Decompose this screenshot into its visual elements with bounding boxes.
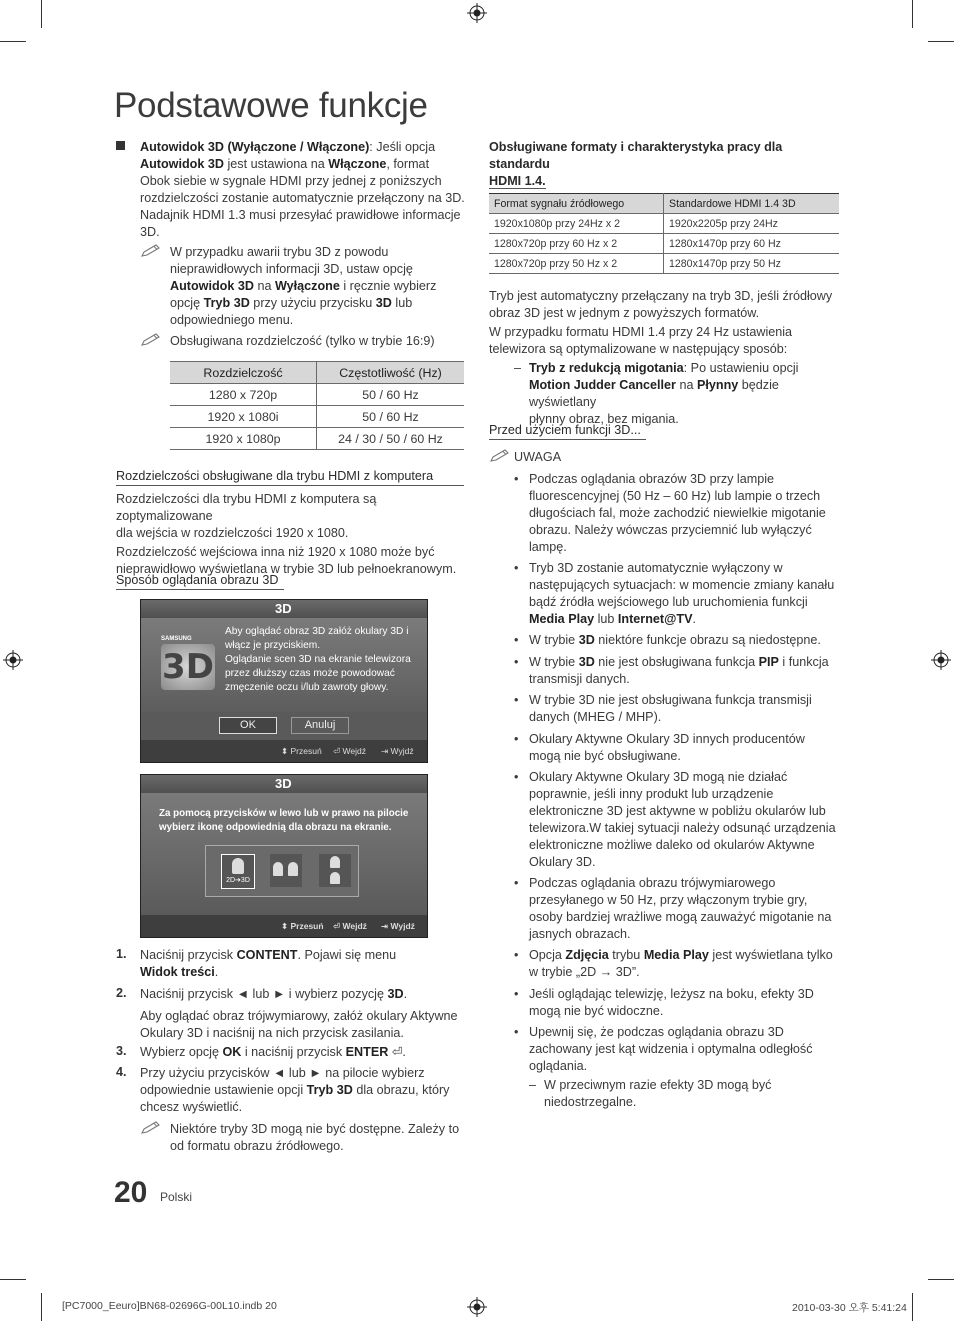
osd-ok-button[interactable]: OK [219, 717, 277, 734]
text-line: nieprawidłowych informacji 3D, ustaw opcję [170, 261, 413, 276]
text-line: Podczas oglądania obrazów 3D przy lampie [529, 472, 775, 486]
list-item [514, 731, 844, 765]
table-row [489, 214, 839, 234]
text-line: Autowidok 3D (Wyłączone / Włączone): Jeśli opcja [140, 140, 436, 154]
step-number: 2. [116, 986, 127, 1000]
text-line: Opcja Zdjęcia trybu Media Play jest wyświetlana tylko [529, 948, 833, 963]
table-cell: 1920 x 1080i [170, 406, 317, 428]
text-line: Podczas oglądania obrazu trójwymiarowego [529, 876, 776, 891]
text-line: wybierz ikonę odpowiednią dla obrazu na ekranie. [159, 822, 392, 833]
table-header: Rozdzielczość [170, 362, 317, 384]
text-line: Rozdzielczość wejściowa inna niż 1920 x 1080 może być [116, 544, 435, 559]
osd-3d-mode [140, 774, 428, 938]
list-item [514, 654, 844, 688]
osd-3d-warning [140, 599, 428, 763]
text-line: odpowiednie ustawienie opcji Tryb 3D dla obrazu, który [140, 1082, 450, 1097]
text-line: Aby oglądać obraz 3D załóż okulary 3D i [225, 626, 409, 637]
table-cell: 1280x720p przy 60 Hz x 2 [489, 234, 664, 254]
table-row [170, 428, 464, 450]
table-header: Częstotliwość (Hz) [317, 362, 465, 384]
table-row [489, 254, 839, 274]
text-line: poprawnie, jeśli inny produkt lub urządzenie [529, 786, 774, 801]
crop-mark [928, 41, 954, 42]
list-item-text [529, 1024, 844, 1075]
hdmi-format-table [489, 193, 839, 274]
text-line: Niektóre tryby 3D mogą nie być dostępne. Zależy to [170, 1122, 460, 1136]
footer-label: Wejdź [342, 921, 367, 931]
text-line: mogą nie być obsługiwane. [529, 748, 681, 763]
bullet-icon: • [514, 948, 519, 963]
mode-icon-box [205, 845, 359, 897]
uwaga-label: UWAGA [514, 450, 562, 464]
resolution-note: Obsługiwana rozdzielczość (tylko w trybie 16:9) [170, 334, 435, 348]
table-cell: 1280x1470p przy 50 Hz [664, 254, 840, 274]
step-text [140, 947, 470, 981]
autowidok-paragraph [140, 139, 470, 240]
text-line: Rozdzielczości dla trybu HDMI z komputera są zoptymalizowane [116, 492, 377, 523]
list-item-text [529, 731, 844, 765]
text-line: Tryb jest automatyczny przełączany na tryb 3D, jeśli źródłowy [489, 289, 833, 303]
hdmi-heading [489, 139, 841, 190]
osd-footer-move [281, 746, 322, 757]
page-number: 20 [114, 1176, 148, 1209]
text-line: następujących sytuacjach: w momencie zmiany kanału [529, 578, 835, 593]
footer-label: Przesuń [290, 746, 322, 756]
page-title: Podstawowe funkcje [114, 86, 428, 125]
autowidok-note [170, 244, 470, 329]
step-text [140, 1044, 470, 1061]
list-item [514, 471, 844, 556]
text-line: zachowany jest kąt widzenia i optymalna odległość [529, 1042, 813, 1057]
list-sub-item-text [544, 1077, 844, 1111]
table-cell: 1920x2205p przy 24Hz [664, 214, 840, 234]
table-cell: 1920x1080p przy 24Hz x 2 [489, 214, 664, 234]
judder-text [529, 360, 844, 428]
pc-section-text [116, 491, 466, 578]
table-row [170, 406, 464, 428]
table-cell: 50 / 60 Hz [317, 384, 465, 406]
enter-icon: ⏎ [333, 921, 341, 931]
mode-side-by-side-icon[interactable] [270, 854, 302, 887]
text-line: opcję Tryb 3D przy użyciu przycisku 3D lub [170, 295, 413, 310]
crop-mark [928, 1279, 954, 1280]
text-line: Aby oglądać obraz trójwymiarowy, załóż okulary Aktywne [140, 1009, 458, 1023]
text-line: W trybie 3D nie jest obsługiwana funkcja PIP i funkcja [529, 654, 829, 669]
table-cell: 24 / 30 / 50 / 60 Hz [317, 428, 465, 450]
osd-cancel-button[interactable]: Anuluj [291, 717, 349, 734]
print-info-right: 2010-03-30 오후 5:41:24 [792, 1302, 907, 1314]
osd-title: 3D [275, 776, 292, 791]
crop-mark [0, 1279, 26, 1280]
step-number: 3. [116, 1044, 127, 1058]
list-item [514, 560, 844, 628]
text-line: Media Play lub Internet@TV. [529, 611, 696, 626]
bullet-icon: • [514, 633, 519, 648]
note-pencil-icon [140, 244, 162, 258]
osd-title: 3D [275, 601, 292, 616]
text-line: W trybie 3D niektóre funkcje obrazu są niedostępne. [529, 633, 821, 648]
square-bullet-icon [116, 141, 125, 150]
list-item-text [529, 947, 844, 981]
mode-icon-label: 2D➔3D [226, 877, 250, 884]
text-line: Autowidok 3D jest ustawiona na Włączone, format [140, 156, 430, 171]
notes-list [514, 471, 844, 1111]
osd-footer-enter [333, 921, 367, 932]
registration-mark-icon [3, 650, 23, 670]
step-text [140, 1065, 470, 1116]
text-line: W przypadku formatu HDMI 1.4 przy 24 Hz ustawienia [489, 324, 793, 339]
person-icon [232, 858, 244, 874]
bullet-icon: • [514, 876, 519, 891]
text-line: Upewnij się, że podczas oglądania obrazu 3D [529, 1025, 784, 1040]
text-line: Autowidok 3D na Wyłączone i ręcznie wybierz [170, 278, 437, 293]
registration-mark-icon [467, 1297, 487, 1317]
text-line: obraz 3D jest w jednym z powyższych formatów. [489, 305, 760, 320]
text-line: Obok siebie w sygnale HDMI przy jednej z poniższych [140, 173, 442, 188]
heading-line: Obsługiwane formaty i charakterystyka pracy dla standardu [489, 140, 783, 171]
pc-section-heading: Rozdzielczości obsługiwane dla trybu HDMI z komputera [116, 469, 464, 486]
table-cell: 1280 x 720p [170, 384, 317, 406]
text-line: chcesz wyświetlić. [140, 1099, 243, 1114]
bullet-icon: • [514, 561, 519, 576]
exit-icon: ⇥ [381, 746, 389, 756]
step-number: 4. [116, 1065, 127, 1079]
list-item [514, 692, 844, 726]
crop-mark [912, 0, 913, 28]
registration-mark-icon [467, 3, 487, 23]
osd-title-bar [141, 600, 427, 618]
step-text [140, 1008, 470, 1042]
text-line: oglądania. [529, 1058, 588, 1073]
text-line: obrazu. Należy wówczas przyciemnić lub wyłączyć [529, 522, 812, 537]
text-line: Okulary Aktywne Okulary 3D innych producentów [529, 731, 805, 746]
text-line: bądź źródła wejściowego lub uruchomienia funkcji [529, 594, 808, 609]
text-line: elektroniczne możliwe daleko od okularów Aktywne [529, 837, 815, 852]
list-item [514, 947, 844, 981]
text-line: Jeśli oglądając telewizję, leżysz na boku, efekty 3D [529, 986, 814, 1001]
list-sub-item [529, 1077, 844, 1111]
text-line: Okulary 3D i naciśnij na nich przycisk zasilania. [140, 1025, 404, 1040]
osd-footer-exit [381, 921, 415, 932]
person-icon [273, 862, 283, 876]
text-line: W przypadku awarii trybu 3D z powodu [170, 245, 389, 259]
dash-icon: – [514, 361, 522, 375]
samsung-brand: SAMSUNG [161, 636, 192, 642]
list-item-text [529, 875, 844, 943]
footer-label: Przesuń [290, 921, 324, 931]
osd-button-bar [141, 712, 427, 740]
text-line: Naciśnij przycisk CONTENT. Pojawi się menu [140, 948, 397, 962]
table-row [170, 384, 464, 406]
person-icon [288, 862, 298, 876]
heading-underlined: HDMI 1.4. [489, 173, 546, 188]
text-line: Tryb z redukcją migotania: Po ustawieniu opcji [529, 361, 799, 375]
bullet-icon: • [514, 1025, 519, 1040]
table-header: Standardowe HDMI 1.4 3D [664, 194, 840, 214]
table-cell: 1920 x 1080p [170, 428, 317, 450]
list-item-text [529, 769, 844, 870]
table-cell: 1280x1470p przy 60 Hz [664, 234, 840, 254]
text-line: niedostrzegalne. [544, 1095, 637, 1110]
crop-mark [41, 0, 42, 28]
updown-arrow-icon: ⬍ [281, 746, 289, 756]
bullet-icon: • [514, 693, 519, 708]
text-line: rozdzielczości zostanie automatycznie przełączony na 3D. [140, 190, 465, 205]
bullet-icon: • [514, 986, 519, 1001]
text-line: elektroniczne 3D jest aktywne w pobliżu okularów lub [529, 803, 826, 818]
osd-title-bar [141, 775, 427, 793]
table-row [489, 234, 839, 254]
text-line: fluorescencyjnej (50 Hz – 60 Hz) lub lampie o trzech [529, 488, 821, 503]
text-line: danych (MHEG / MHP). [529, 710, 662, 725]
osd-instruction [159, 807, 419, 835]
dash-icon: – [529, 1078, 537, 1093]
text-line: 3D. [140, 224, 160, 239]
text-line: zmęczenie oczu i/lub zawroty głowy. [225, 682, 389, 693]
text-line: Motion Judder Canceller na Płynny będzie wyświetlany [529, 377, 779, 409]
list-item [514, 1024, 844, 1075]
list-item-text [529, 471, 844, 556]
bullet-icon: • [514, 770, 519, 785]
text-line: płynny obraz, bez migania. [529, 411, 679, 426]
footer-label: Wyjdź [390, 746, 414, 756]
text-line: włącz je przyciskiem. [225, 640, 321, 651]
text-line: Za pomocą przycisków w lewo lub w prawo na pilocie [159, 808, 409, 819]
text-line: Oglądanie scen 3D na ekranie telewizora [225, 654, 411, 665]
osd-message [225, 625, 425, 695]
person-icon [330, 872, 340, 884]
text-line: Nadajnik HDMI 1.3 musi przesyłać prawidłowe informacje [140, 207, 461, 222]
language-label: Polski [160, 1190, 193, 1204]
step-number: 1. [116, 947, 127, 961]
3d-logo: 3D [161, 644, 215, 690]
enter-icon: ⏎ [333, 746, 341, 756]
auto-mode-text [489, 288, 844, 358]
registration-mark-icon [931, 650, 951, 670]
text-line: przez dłuższy czas może powodować [225, 668, 395, 679]
text-line: w trybie „2D → 3D”. [529, 965, 640, 980]
text-line: Tryb 3D zostanie automatycznie wyłączony w [529, 561, 783, 576]
text-line: przesyłanego w 50 Hz, przy włączonym trybie gry, [529, 893, 808, 907]
text-line: Naciśnij przycisk ◄ lub ► i wybierz pozycję 3D. [140, 987, 408, 1001]
list-item [514, 632, 844, 649]
list-item [514, 986, 844, 1020]
step-text [140, 986, 470, 1003]
print-info-left: [PC7000_Eeuro]BN68-02696G-00L10.indb 20 [62, 1300, 277, 1312]
text-line: Przy użyciu przycisków ◄ lub ► na pilocie wybierz [140, 1066, 425, 1080]
text-line: długościach fal, może zachodzić niewielkie migotanie [529, 505, 826, 520]
mode-top-bottom-icon[interactable] [319, 854, 351, 887]
list-item-text [529, 986, 844, 1020]
text-line: Okulary 3D. [529, 854, 596, 869]
table-cell: 1280x720p przy 50 Hz x 2 [489, 254, 664, 274]
text-line: nieprawidłowo wyświetlana w trybie 3D lub pełnoekranowym. [116, 561, 457, 576]
list-item-text [529, 654, 844, 688]
exit-icon: ⇥ [381, 921, 389, 931]
list-item [514, 769, 844, 870]
bullet-icon: • [514, 731, 519, 746]
crop-mark [912, 1293, 913, 1321]
text-line: Wybierz opcję OK i naciśnij przycisk ENTER ⏎. [140, 1045, 406, 1059]
list-item-text [529, 632, 844, 649]
text-line: od formatu obrazu źródłowego. [170, 1138, 344, 1153]
before-use-heading: Przed użyciem funkcji 3D... [489, 423, 646, 440]
view-section-heading: Sposób oglądania obrazu 3D [116, 573, 284, 590]
text-line: dla wejścia w rozdzielczości 1920 x 1080. [116, 525, 349, 540]
osd-footer-exit [381, 746, 414, 757]
bullet-icon: • [514, 654, 519, 669]
person-icon [330, 856, 340, 868]
note-pencil-icon [140, 333, 162, 347]
list-item-text [529, 560, 844, 628]
footer-label: Wyjdź [390, 921, 415, 931]
step-note [170, 1121, 470, 1155]
text-line: Widok treści. [140, 964, 219, 979]
text-line: telewizora.W takiej sytuacji należy odsunąć urządzenia [529, 820, 836, 835]
resolution-table [170, 361, 464, 450]
table-header: Format sygnału źródłowego [489, 194, 664, 214]
text-line: mogą nie być widoczne. [529, 1003, 664, 1018]
text-line: W przeciwnym razie efekty 3D mogą być [544, 1078, 772, 1093]
table-cell: 50 / 60 Hz [317, 406, 465, 428]
osd-footer-enter [333, 746, 366, 757]
text-line: jasnych obrazach. [529, 926, 631, 941]
note-pencil-icon [140, 1121, 162, 1135]
list-item [514, 875, 844, 943]
text-line: telewizora są optymalizowane w następujący sposób: [489, 341, 788, 356]
mode-2d-3d-icon[interactable] [221, 854, 255, 889]
osd-footer-move [281, 921, 324, 932]
heading-line [489, 173, 841, 190]
text-line: osoby bardziej wrażliwe mogą zauważyć migotanie na [529, 909, 832, 924]
crop-mark [0, 41, 26, 42]
text-line: W trybie 3D nie jest obsługiwana funkcja transmisji [529, 693, 812, 708]
text-line: lampę. [529, 539, 567, 554]
updown-arrow-icon: ⬍ [281, 921, 289, 931]
footer-label: Wejdź [342, 746, 366, 756]
list-item-text [529, 692, 844, 726]
text-line: Okulary Aktywne Okulary 3D mogą nie działać [529, 770, 788, 785]
note-pencil-icon [489, 449, 511, 463]
text-line: transmisji danych. [529, 671, 630, 686]
crop-mark [41, 1293, 42, 1321]
bullet-icon: • [514, 472, 519, 486]
text-line: odpowiedniego menu. [170, 312, 294, 327]
